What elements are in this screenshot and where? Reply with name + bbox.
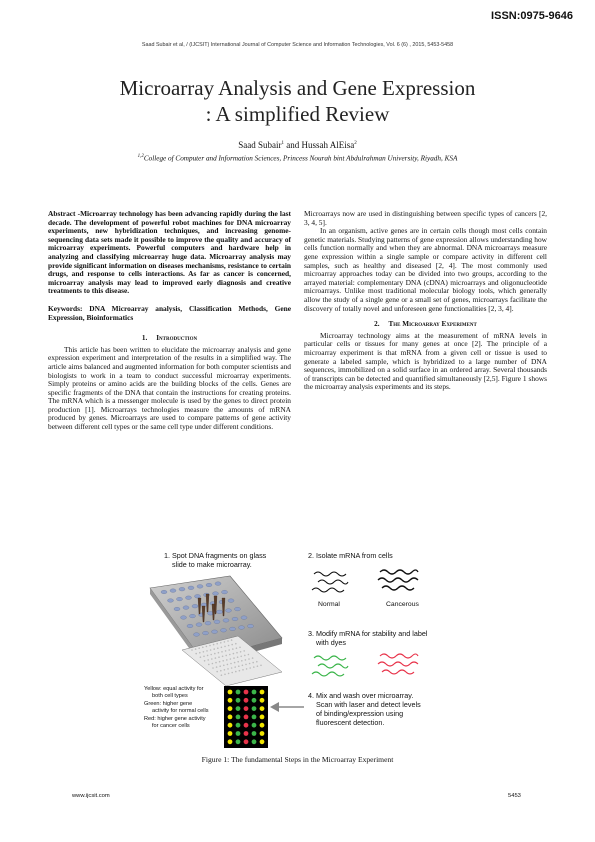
array-spot — [252, 698, 257, 703]
author-2: Hussah AlEisa — [301, 140, 355, 150]
plate-well — [205, 621, 211, 625]
slide-spot — [231, 639, 233, 641]
affiliation-text: College of Computer and Information Sciences, Princess Nourah bint Abdulrahman University, Riyadh, KSA — [143, 154, 458, 163]
array-spot — [228, 706, 233, 711]
array-spot — [252, 731, 257, 736]
slide-spot — [215, 657, 217, 659]
microarray-plate-illustration — [150, 576, 282, 686]
array-spot — [228, 731, 233, 736]
plate-well — [214, 620, 220, 624]
slide-spot — [239, 647, 241, 649]
slide-spot — [208, 664, 210, 666]
slide-spot — [221, 674, 223, 676]
slide-spot — [234, 662, 236, 664]
slide-spot — [214, 653, 216, 655]
slide-spot — [225, 650, 227, 652]
slide-spot — [198, 647, 200, 649]
plate-well — [228, 599, 234, 603]
array-spot — [228, 690, 233, 695]
figure-microarray-steps — [142, 548, 457, 753]
plate-well — [221, 629, 227, 633]
array-spot — [252, 715, 257, 720]
array-spot — [252, 739, 257, 744]
step-4-line-2: Scan with laser and detect levels — [316, 700, 421, 709]
slide-spot — [249, 667, 251, 669]
slide-spot — [224, 674, 226, 676]
array-spot — [244, 723, 249, 728]
left-column — [48, 210, 291, 432]
slide-spot — [237, 661, 239, 663]
title-line-1: Microarray Analysis and Gene Expression — [119, 76, 476, 100]
label-normal: Normal — [318, 601, 340, 608]
array-spot — [236, 739, 241, 744]
slide-spot — [231, 644, 233, 646]
slide-spot — [218, 652, 220, 654]
affiliation-sup: 1,2 — [137, 154, 144, 159]
step-1-line-1: 1. Spot DNA fragments on glass — [164, 551, 267, 560]
plate-well — [183, 606, 189, 610]
slide-spot — [249, 663, 251, 665]
slide-spot — [213, 644, 215, 646]
author-1: Saad Subair — [238, 140, 282, 150]
slide-spot — [237, 656, 239, 658]
slide-spot — [195, 648, 197, 650]
slide-spot — [257, 665, 259, 667]
slide-spot — [236, 652, 238, 654]
plate-well — [215, 582, 221, 586]
slide-spot — [222, 656, 224, 658]
slide-spot — [241, 660, 243, 662]
legend-red-2: for cancer cells — [152, 723, 190, 729]
array-spot — [244, 698, 249, 703]
plate-well — [194, 633, 200, 637]
slide-spot — [230, 658, 232, 660]
labeled-mrna-strands — [312, 654, 418, 676]
slide-spot — [212, 667, 214, 669]
section-1-heading — [48, 334, 291, 343]
slide-spot — [228, 645, 230, 647]
plate-well — [181, 616, 187, 620]
slide-spot — [233, 653, 235, 655]
slide-spot — [222, 660, 224, 662]
slide-spot — [216, 671, 218, 673]
slide-spot — [231, 667, 233, 669]
slide-spot — [256, 661, 258, 663]
right-paragraph-2: In an organism, active genes are in certain cells though most cells contain genetic materials. Studying patterns of gene expression allows understanding how cells function normally and when they are abnormal. DNA microarrays measure gene expression within a single sample or compare activity in different cell samples, such as healthy and diseased [2, 4]. The most commonly used microarray approaches today can be divided into two groups, according to the arrayed material: complementary DNA (cDNA) microarrays and oligonucleotide microarrays. Unlike most traditional molecular biology tools, which generally allow the study of a single gene or a small set of genes, microarrays facilitate the discovery of totally novel and unforeseen gene functionalities [2, 3, 4]. — [304, 226, 547, 313]
array-spot — [260, 739, 265, 744]
slide-spot — [252, 662, 254, 664]
slide-spot — [207, 655, 209, 657]
slide-spot — [210, 654, 212, 656]
plate-well — [195, 595, 201, 599]
label-cancerous: Cancerous — [386, 601, 419, 608]
slide-spot — [227, 668, 229, 670]
slide-spot — [243, 650, 245, 652]
plate-well — [192, 604, 198, 608]
plate-well — [222, 590, 228, 594]
slide-spot — [240, 656, 242, 658]
slide-spot — [228, 649, 230, 651]
slide-spot — [209, 645, 211, 647]
slide-spot — [244, 655, 246, 657]
slide-spot — [233, 657, 235, 659]
array-spot — [236, 690, 241, 695]
slide-spot — [234, 666, 236, 668]
slide-spot — [195, 653, 197, 655]
array-spot — [228, 723, 233, 728]
slide-spot — [212, 663, 214, 665]
plate-well — [248, 624, 254, 628]
plate-well — [226, 609, 232, 613]
array-spot — [228, 739, 233, 744]
slide-spot — [219, 661, 221, 663]
slide-spot — [206, 650, 208, 652]
slide-spot — [235, 671, 237, 673]
section-1-title: Introduction — [156, 334, 198, 343]
section-1-number: 1. — [141, 334, 148, 343]
page-number: 5453 — [508, 793, 521, 799]
slide-spot — [229, 654, 231, 656]
plate-well — [179, 587, 185, 591]
plate-well — [196, 623, 202, 627]
slide-spot — [211, 658, 213, 660]
slide-spot — [235, 643, 237, 645]
array-spot — [236, 723, 241, 728]
plate-well — [161, 590, 167, 594]
array-spot — [244, 739, 249, 744]
plate-well — [217, 610, 223, 614]
figure-caption: Figure 1: The fundamental Steps in the Microarray Experiment — [201, 755, 394, 764]
slide-spot — [221, 651, 223, 653]
authors — [0, 140, 595, 150]
slide-spot — [242, 669, 244, 671]
slide-spot — [240, 651, 242, 653]
slide-spot — [253, 666, 255, 668]
array-spot — [236, 731, 241, 736]
slide-spot — [239, 670, 241, 672]
slide-spot — [220, 642, 222, 644]
plate-well — [190, 614, 196, 618]
plate-well — [230, 627, 236, 631]
legend-red-1: Red: higher gene activity — [144, 716, 206, 722]
step-1-line-2: slide to make microarray. — [172, 560, 252, 569]
section-2-text: Microarray technology aims at the measurement of mRNA levels in particular cells or tissues for many genes at once [2]. The principle of a microarray experiment is that mRNA from a given cell or tissue is used to generate a labeled sample, which is hybridized to a large number of DNA sequences, immobilized on a solid surface in an ordered array. Several thousands of transcripts can be detected and quantified simultaneously [2,5]. Figure 1 shows the microarray analysis experiments and its steps. — [304, 330, 547, 392]
slide-spot — [221, 647, 223, 649]
plate-well — [174, 607, 180, 611]
slide-spot — [202, 647, 204, 649]
title-line-2: : A simplified Review — [205, 102, 390, 126]
step-2: 2. Isolate mRNA from cells — [308, 551, 393, 560]
plate-well — [188, 586, 194, 590]
step-4-line-3: of binding/expression using — [316, 709, 404, 718]
author-and: and — [284, 140, 302, 150]
slide-spot — [219, 665, 221, 667]
slide-spot — [215, 662, 217, 664]
slide-spot — [216, 666, 218, 668]
author-1-sup: 1 — [281, 141, 284, 146]
slide-spot — [227, 640, 229, 642]
right-column — [304, 210, 547, 392]
right-paragraph-1: Microarrays now are used in distinguishing between specific types of cancers [2, 3, 4, 5]. — [304, 209, 547, 227]
slide-spot — [199, 652, 201, 654]
plate-well — [241, 616, 247, 620]
slide-spot — [231, 672, 233, 674]
step-4-line-4: fluorescent detection. — [316, 718, 385, 727]
plate-well — [186, 596, 192, 600]
legend-green-1: Green: higher gene — [144, 701, 193, 707]
plate-well — [197, 585, 203, 589]
slide-spot — [246, 668, 248, 670]
plate-well — [170, 589, 176, 593]
section-2-title: The Microarray Experiment — [388, 320, 477, 329]
slide-spot — [220, 670, 222, 672]
slide-spot — [223, 665, 225, 667]
array-spot — [228, 698, 233, 703]
slide-spot — [227, 664, 229, 666]
plate-well — [223, 619, 229, 623]
plate-well — [187, 624, 193, 628]
legend-green-2: activity for normal cells — [152, 708, 209, 714]
author-2-sup: 2 — [354, 141, 357, 146]
array-spot — [252, 723, 257, 728]
array-spot — [236, 715, 241, 720]
array-spot — [236, 706, 241, 711]
slide-spot — [206, 646, 208, 648]
slide-spot — [248, 658, 250, 660]
slide-spot — [242, 665, 244, 667]
slide-spot — [248, 654, 250, 656]
slide-spot — [203, 656, 205, 658]
arrow-icon — [270, 702, 304, 712]
slide-spot — [216, 643, 218, 645]
slide-spot — [207, 659, 209, 661]
array-spot — [244, 715, 249, 720]
slide-spot — [236, 647, 238, 649]
slide-spot — [232, 648, 234, 650]
array-spot — [260, 690, 265, 695]
slide-spot — [226, 659, 228, 661]
running-header: Saad Subair et al, / (IJCSIT) International Journal of Computer Science and Information Technologies, Vol. 6 (6) , 2015, 5453-5458 — [141, 42, 454, 48]
slide-spot — [238, 665, 240, 667]
step-4-line-1: 4. Mix and wash over microarray. — [308, 691, 414, 700]
mrna-strands — [312, 570, 418, 592]
plate-well — [212, 630, 218, 634]
affiliation — [0, 154, 595, 162]
footer-url: www.ijcsit.com — [72, 793, 110, 799]
slide-spot — [191, 649, 193, 651]
step-3-line-1: 3. Modify mRNA for stability and label — [308, 629, 428, 638]
legend-yellow-2: both cell types — [152, 693, 188, 699]
issn: ISSN:0975-9646 — [491, 10, 573, 22]
plate-well — [213, 592, 219, 596]
array-spot — [260, 698, 265, 703]
slide-spot — [225, 655, 227, 657]
slide-spot — [200, 656, 202, 658]
array-spot — [252, 706, 257, 711]
slide-spot — [245, 664, 247, 666]
plate-well — [232, 617, 238, 621]
keywords: Keywords: DNA Microarray analysis, Classification Methods, Gene Expression, Bioinformatics — [48, 303, 291, 322]
legend-yellow-1: Yellow: equal activity for — [144, 686, 204, 692]
slide-spot — [204, 660, 206, 662]
array-spot — [244, 731, 249, 736]
array-spot — [244, 690, 249, 695]
paper-title — [0, 75, 595, 127]
plate-well — [235, 607, 241, 611]
slide-spot — [203, 651, 205, 653]
slide-spot — [210, 649, 212, 651]
slide-spot — [228, 673, 230, 675]
slide-spot — [245, 659, 247, 661]
slide-spot — [224, 646, 226, 648]
plate-well — [239, 626, 245, 630]
slide-spot — [224, 641, 226, 643]
plate-well — [203, 631, 209, 635]
plate-well — [206, 583, 212, 587]
slide-spot — [260, 665, 262, 667]
slide-spot — [230, 663, 232, 665]
section-1-text: This article has been written to elucidate the microarray analysis and gene expression experiment and interpretation of the results in a simplified way. The article aims balanced and augmented information for both computer scientists and biologists to work in a team to conduct successful microarray experiments. Simply proteins or amino acids are the building blocks of the cells. Genes are specific fragments of the DNA that contain the instructions for creating proteins. The mRNA which is a messenger molecule is used by the genes to direct protein production [1]. Microarrays technologies measure the amounts of mRNA produced by genes. Microarrays are used to compare patterns of gene activity between different cell types or the same cell type under different conditions. — [48, 344, 291, 432]
abstract: Abstract -Microarray technology has been advancing rapidly during the last decade. The development of powerful robot machines for DNA microarray experiments, new hybridization techniques, and increasing genome-sequencing data sets made it possible to improve the quality and accuracy of microarray experiments. Powerful computers and hardware help in analyzing and classifying microarray huge data. Microarray analysis may provide significant information on diseases mechanisms, resistance to certain drugs, and response to cells interactions. As far as cancer is concerned, microarray analysis may lead to improved early diagnosis and creative treatments to this disease. — [48, 209, 291, 296]
slide-spot — [213, 648, 215, 650]
plate-well — [168, 599, 174, 603]
step-3-line-2: with dyes — [316, 638, 346, 647]
array-spot — [228, 715, 233, 720]
array-spot — [244, 706, 249, 711]
slide-spot — [217, 647, 219, 649]
section-2-number: 2. — [374, 320, 380, 329]
array-spot — [260, 723, 265, 728]
array-spot — [260, 731, 265, 736]
slide-spot — [218, 656, 220, 658]
slide-spot — [224, 669, 226, 671]
array-spot — [252, 690, 257, 695]
slide-spot — [252, 657, 254, 659]
array-spot — [260, 706, 265, 711]
array-spot — [236, 698, 241, 703]
section-2-heading — [304, 320, 547, 329]
plate-well — [177, 597, 183, 601]
array-spot — [260, 715, 265, 720]
